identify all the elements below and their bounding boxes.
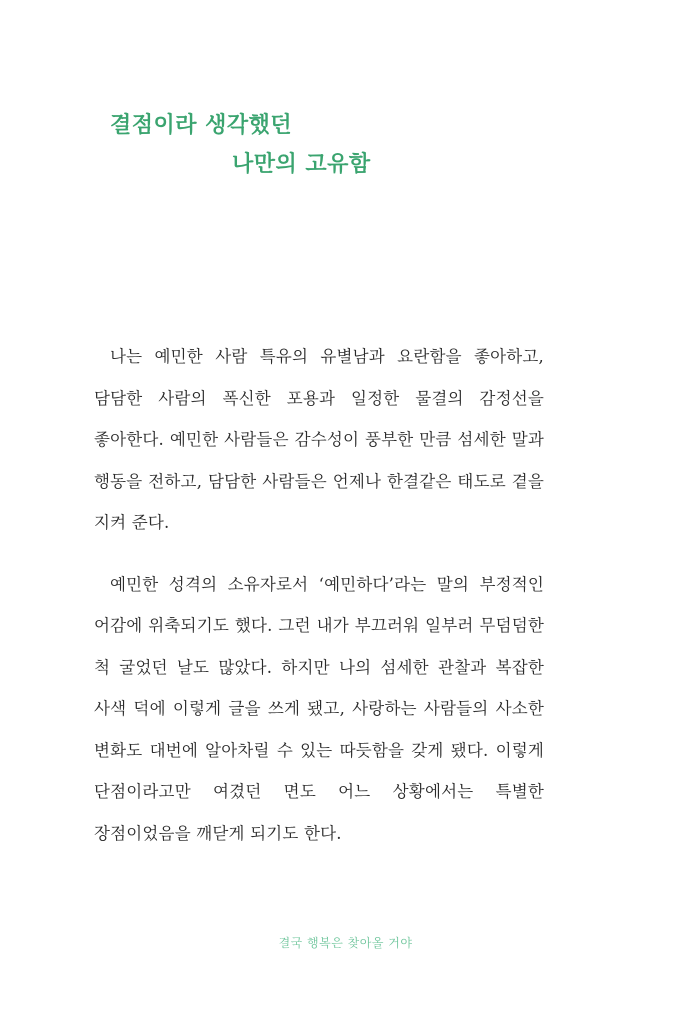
body-text bbox=[94, 336, 544, 874]
running-footer: 결국 행복은 찾아올 거야 bbox=[278, 936, 413, 950]
paragraph-1: 나는 예민한 사람 특유의 유별남과 요란함을 좋아하고, 담담한 사람의 폭신한 포용과 일정한 물결의 감정선을 좋아한다. 예민한 사람들은 감수성이 풍부한 만큼 섬세한 말과 행동을 전하고, 담담한 사람들은 언제나 한결같은 태도로 곁을 지켜 준다. bbox=[94, 347, 544, 532]
chapter-title-line-1: 결점이라 생각했던 bbox=[110, 113, 293, 138]
paragraph-2: 예민한 성격의 소유자로서 ‘예민하다’라는 말의 부정적인 어감에 위축되기도 했다. 그런 내가 부끄러워 일부러 무덤덤한 척 굴었던 날도 많았다. 하지만 나의 섬세한 관찰과 복잡한 사색 덕에 이렇게 글을 쓰게 됐고, 사랑하는 사람들의 사소한 변화도 대번에 알아차릴 수 있는 따듯함을 갖게 됐다. 이렇게 단점이라고만 여겼던 면도 어느 상황에서는 특별한 장점이었음을 깨닫게 되기도 한다. bbox=[94, 574, 544, 843]
chapter-title-line-2: 나만의 고유함 bbox=[232, 152, 371, 177]
